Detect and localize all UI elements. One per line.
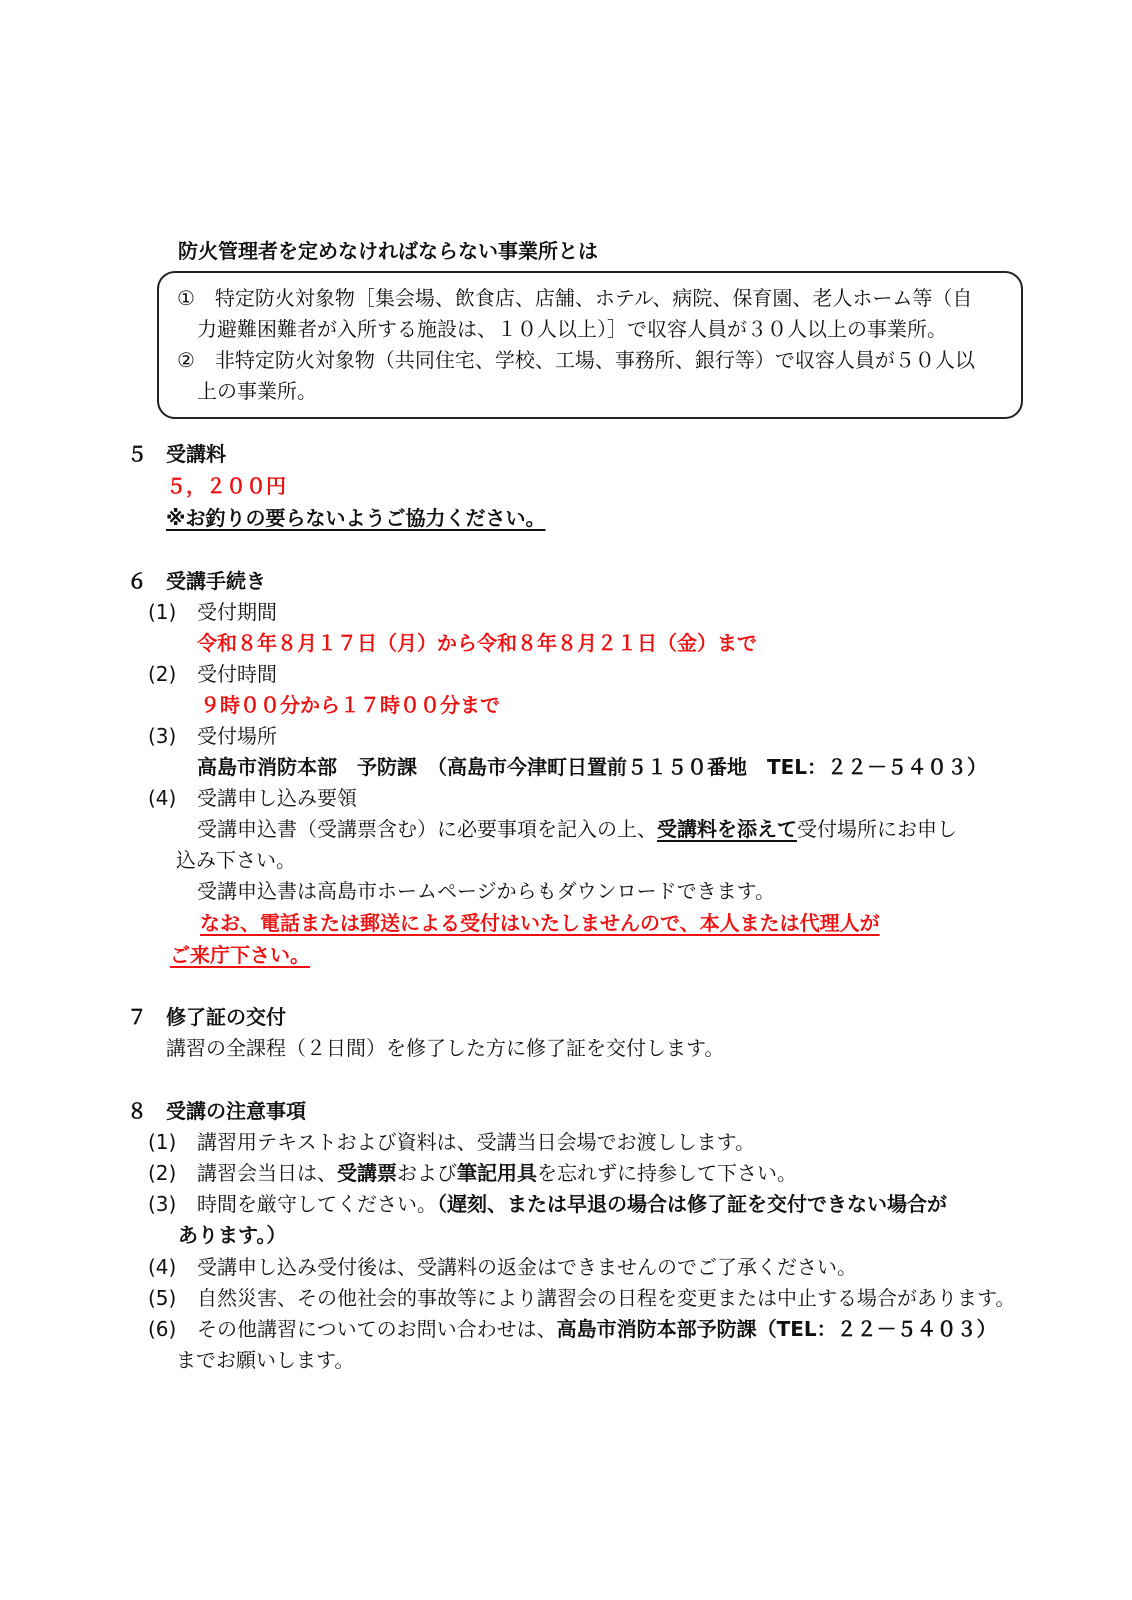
reception-place: 高島市消防本部 予防課 （高島市今津町日置前５１５０番地 TEL：２２－５４０３） [197,755,988,779]
s8-item-2-part-c: および [397,1161,457,1185]
s6-item-3-number: (3) [148,724,177,748]
s8-item-6-text [197,1316,997,1342]
section-7-number: ７ [127,1005,147,1029]
s6-item-2-label: 受付時間 [197,662,277,686]
criteria-item-1-line-2: 力避難困難者が入所する施設は、１０人以上）］で収容人員が３０人以上の事業所。 [197,317,947,341]
s8-item-6-part-a: その他講習についてのお問い合わせは、 [197,1317,557,1341]
criteria-item-2-line-1: ② 非特定防火対象物（共同住宅、学校、工場、事務所、銀行等）で収容人員が５０人以 [177,348,975,372]
section-5-title: 受講料 [166,442,226,466]
s8-item-6-line-2: までお願いします。 [176,1348,355,1372]
application-text-c: 受付場所にお申し [797,817,957,841]
s8-item-2-number: (2) [148,1161,177,1185]
s8-item-3-part-a: 時間を厳守してください。 [197,1192,437,1216]
s6-item-4-label: 受講申し込み要領 [197,786,357,810]
criteria-item-1-line-1: ① 特定防火対象物［集会場、飲食店、店舗、ホテル、病院、保育園、老人ホーム等（自 [177,286,973,310]
application-fee-emphasis: 受講料を添えて [657,817,797,841]
ticket-emphasis: 受講票 [337,1161,397,1185]
application-text-a: 受講申込書（受講票含む）に必要事項を記入の上、 [197,817,657,841]
section-6-number: ６ [127,569,147,593]
application-instructions-line-2: 込み下さい。 [176,848,296,872]
s6-item-2-number: (2) [148,662,177,686]
stationery-emphasis: 筆記用具 [457,1161,537,1185]
s8-item-3-line-2: あります。） [178,1223,287,1247]
reception-period: 令和８年８月１７日（月）から令和８年８月２１日（金）まで [197,631,757,655]
s8-item-6-number: (6) [148,1317,177,1341]
intro-title: 防火管理者を定めなければならない事業所とは [178,239,598,263]
s8-item-2-part-a: 講習会当日は、 [197,1161,337,1185]
s8-item-3-emphasis: （遅刻、または早退の場合は修了証を交付できない場合が [437,1192,947,1216]
section-6-title: 受講手続き [166,569,266,593]
fee-note: ※お釣りの要らないようご協力ください。 [166,506,546,530]
download-note: 受講申込書は高島市ホームページからもダウンロードできます。 [197,879,775,903]
s8-item-2-text [197,1160,797,1186]
s8-item-3-text [197,1191,947,1217]
section-8-title: 受講の注意事項 [166,1099,306,1123]
s8-item-5-text: 自然災害、その他社会的事故等により講習会の日程を変更または中止する場合があります。 [197,1286,1016,1310]
in-person-warning-line-1: なお、電話または郵送による受付はいたしませんので、本人または代理人が [200,911,880,935]
section-5-number: ５ [127,442,147,466]
s6-item-1-number: (1) [148,600,177,624]
s6-item-3-label: 受付場所 [197,724,277,748]
s8-item-5-number: (5) [148,1286,177,1310]
s8-item-3-number: (3) [148,1192,177,1216]
criteria-item-2-line-2: 上の事業所。 [197,379,317,403]
in-person-warning-line-2: ご来庁下さい。 [170,943,310,967]
contact-emphasis: 高島市消防本部予防課（TEL：２２－５４０３） [556,1317,997,1341]
s8-item-1-text: 講習用テキストおよび資料は、受講当日会場でお渡しします。 [197,1130,755,1154]
s8-item-1-number: (1) [148,1130,177,1154]
s8-item-4-number: (4) [148,1255,177,1279]
certificate-text: 講習の全課程（２日間）を修了した方に修了証を交付します。 [166,1036,725,1060]
section-7-title: 修了証の交付 [166,1005,286,1029]
s8-item-4-text: 受講申し込み受付後は、受講料の返金はできませんのでご了承ください。 [197,1255,857,1279]
application-instructions-line-1 [197,816,957,842]
s6-item-4-number: (4) [148,786,177,810]
fee-amount: ５，２００円 [166,474,286,498]
section-8-number: ８ [127,1099,147,1123]
s6-item-1-label: 受付期間 [197,600,277,624]
reception-hours: ９時００分から１７時００分まで [200,693,500,717]
s8-item-2-part-e: を忘れずに持参して下さい。 [537,1161,797,1185]
